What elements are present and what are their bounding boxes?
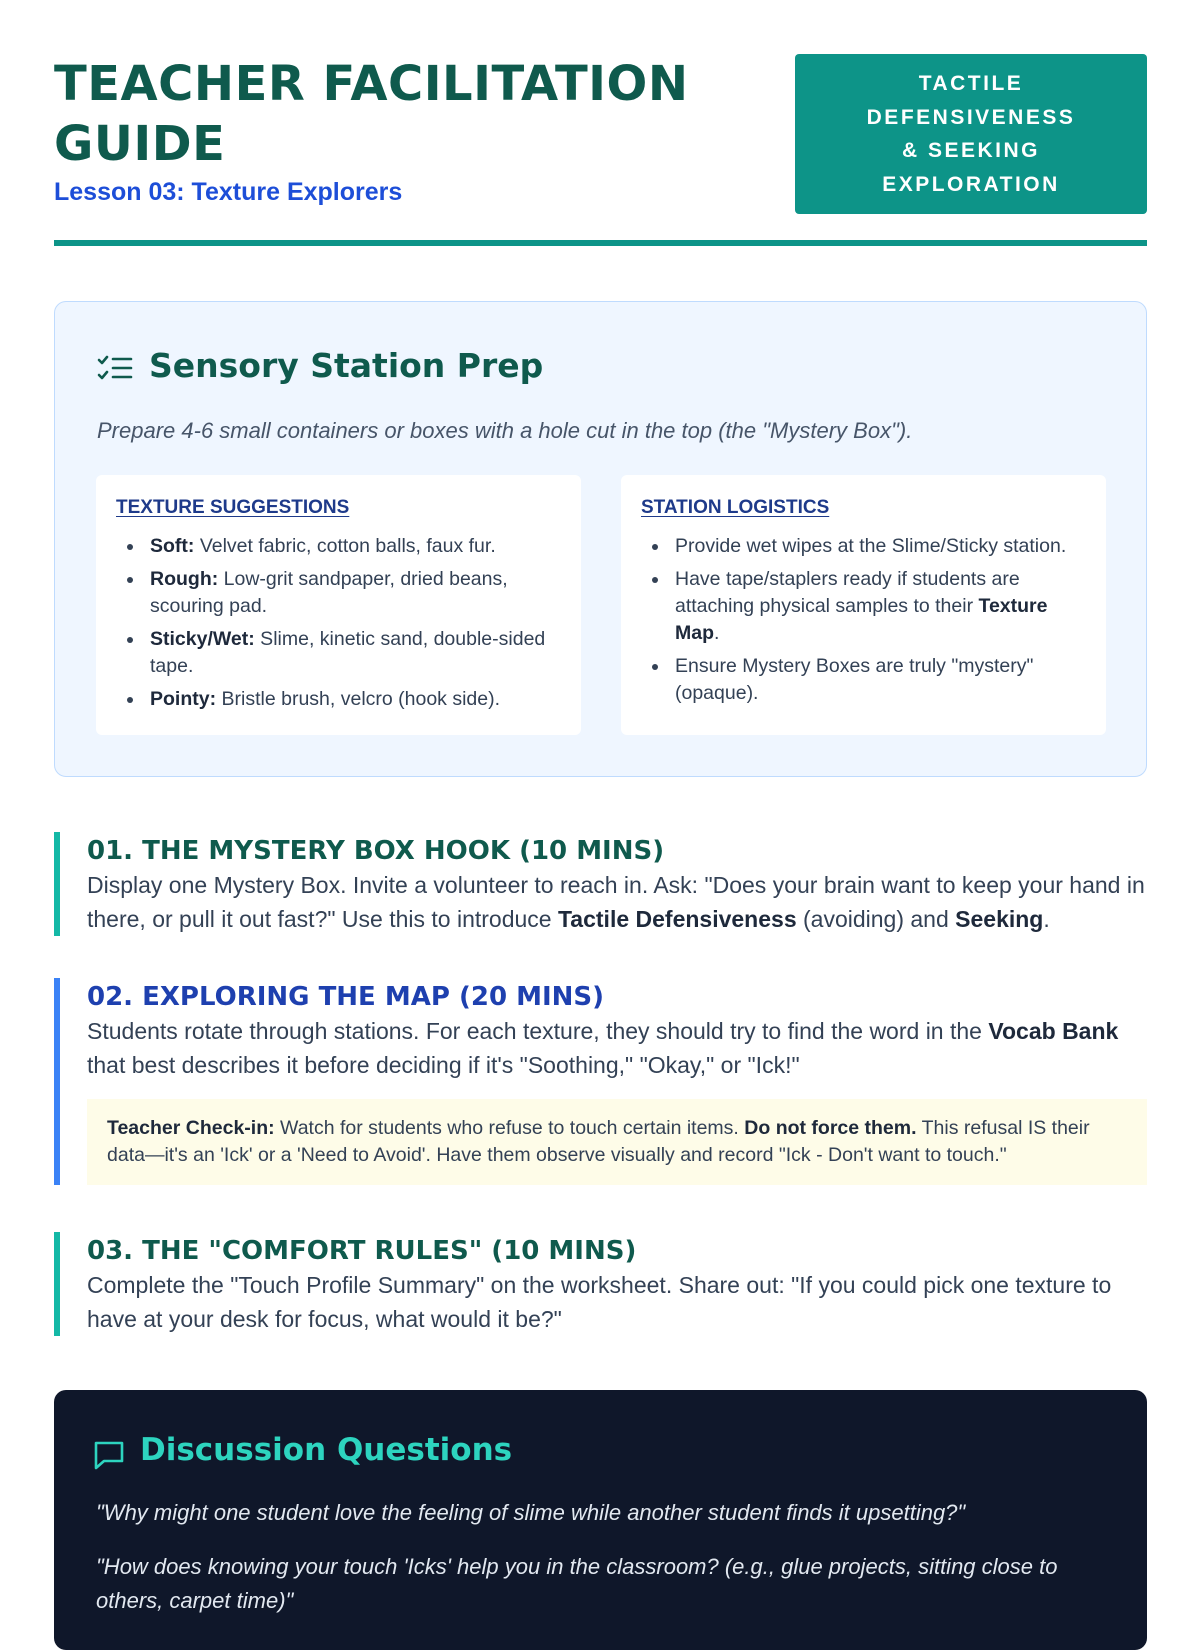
step-body: Students rotate through stations. For each texture, they should try to find the word in the Vocab Bank that best describes it before deciding if it's "Soothing," "Okay," or "Ick!" — [87, 1018, 1119, 1078]
step-title: 02. EXPLORING THE MAP (20 MINS) — [87, 982, 605, 1012]
prep-intro: Prepare 4-6 small containers or boxes with a hole cut in the top (the "Mystery Box"). — [97, 418, 913, 443]
discussion-questions-card — [54, 1390, 1147, 1650]
badge-line-4: EXPLORATION — [882, 172, 1060, 196]
title-line-2: GUIDE — [54, 116, 226, 172]
lesson-subtitle: Lesson 03: Texture Explorers — [54, 178, 403, 206]
badge-line-3: & SEEKING — [901, 139, 1041, 162]
badge-line-2: DEFENSIVENESS — [866, 105, 1076, 129]
header-divider — [54, 240, 1147, 246]
sensory-station-prep-card — [54, 301, 1147, 777]
badge-line-1: TACTILE — [918, 72, 1024, 95]
texture-list — [116, 533, 561, 713]
discussion-title: Discussion Questions — [140, 1432, 513, 1468]
discussion-question-1: "Why might one student love the feeling of slime while another student finds it upsetting?" — [96, 1500, 966, 1525]
step-3-comfort-rules — [54, 1232, 1147, 1336]
title-line-1: TEACHER FACILITATION — [54, 56, 689, 112]
list-item: Ensure Mystery Boxes are truly "mystery" (opaque). — [641, 653, 1086, 707]
speech-bubble-icon — [92, 1439, 126, 1471]
station-logistics-heading: STATION LOGISTICS — [641, 497, 830, 518]
step-2-exploring-the-map — [54, 978, 1147, 1185]
discussion-question-2: "How does knowing your touch 'Icks' help you in the classroom? (e.g., glue projects, sitting close to others, carpet time)" — [96, 1554, 1058, 1613]
texture-suggestions-box — [96, 475, 581, 735]
list-item: Rough: Low-grit sandpaper, dried beans, scouring pad. — [116, 566, 561, 620]
topic-badge — [795, 54, 1147, 214]
page-title — [54, 54, 754, 174]
list-item: Pointy: Bristle brush, velcro (hook side). — [116, 686, 561, 713]
texture-suggestions-heading: TEXTURE SUGGESTIONS — [116, 497, 350, 518]
list-item: Have tape/staplers ready if students are attaching physical samples to their Texture Map. — [641, 566, 1086, 647]
step-body: Display one Mystery Box. Invite a volunteer to reach in. Ask: "Does your brain want to keep your hand in there, or pull it out fast?" Use this to introduce Tactile Defensiveness (avoiding) and Seeking. — [87, 872, 1145, 932]
prep-title: Sensory Station Prep — [149, 346, 544, 385]
teacher-check-in-note: Teacher Check-in: Watch for students who refuse to touch certain items. Do not force them. This refusal IS their data—it's an 'Ick' or a 'Need to Avoid'. Have them observe visually and record "Ick - Don't want to touch." — [87, 1099, 1147, 1185]
checklist-icon — [97, 354, 133, 384]
step-1-mystery-box-hook — [54, 832, 1147, 936]
list-item: Sticky/Wet: Slime, kinetic sand, double-sided tape. — [116, 626, 561, 680]
step-body: Complete the "Touch Profile Summary" on the worksheet. Share out: "If you could pick one texture to have at your desk for focus, what would it be?" — [87, 1272, 1112, 1332]
logistics-list — [641, 533, 1086, 707]
step-title: 03. THE "COMFORT RULES" (10 MINS) — [87, 1236, 637, 1266]
step-title: 01. THE MYSTERY BOX HOOK (10 MINS) — [87, 836, 665, 866]
page-header — [54, 0, 1147, 246]
station-logistics-box — [621, 475, 1106, 735]
list-item: Provide wet wipes at the Slime/Sticky station. — [641, 533, 1086, 560]
list-item: Soft: Velvet fabric, cotton balls, faux fur. — [116, 533, 561, 560]
